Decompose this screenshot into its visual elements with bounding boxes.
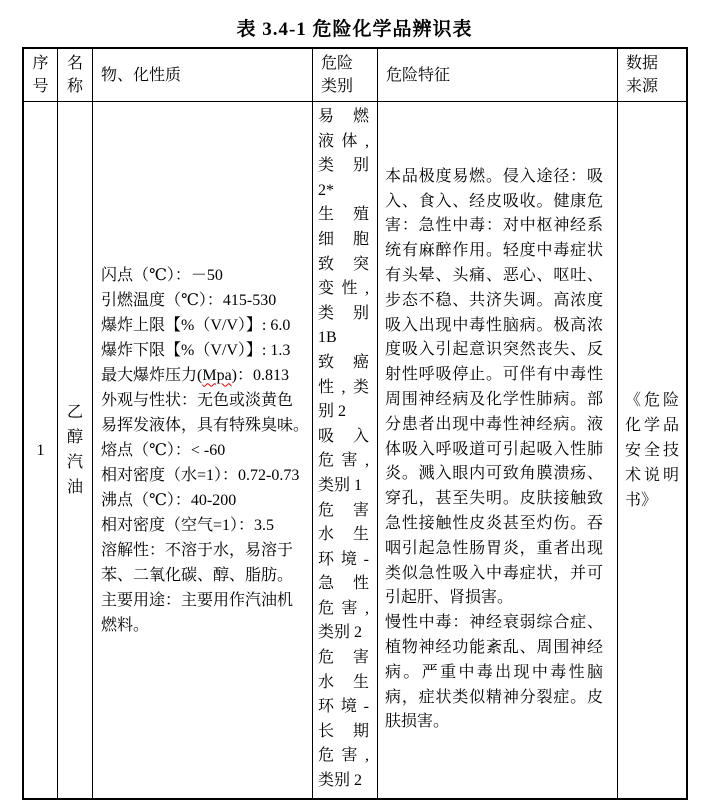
category-entry xyxy=(318,351,369,425)
category-line: 危害, xyxy=(318,452,369,470)
header-source xyxy=(618,49,686,102)
category-line: 环境- xyxy=(318,550,369,568)
category-text xyxy=(318,105,369,794)
category-entry xyxy=(318,425,369,499)
row-serial-cell xyxy=(24,102,58,798)
hazard-identification-table xyxy=(22,47,688,800)
category-line: 危害, xyxy=(318,747,369,765)
row-characteristics-cell xyxy=(378,102,618,798)
header-name xyxy=(58,49,93,102)
category-line: 易燃 xyxy=(318,108,369,125)
category-line: 类别 1 xyxy=(318,476,363,494)
category-line: 类别 2 xyxy=(318,772,363,790)
header-properties-label: 物、化性质 xyxy=(101,66,182,84)
property-line: 主要用途：主要用作汽油机 xyxy=(101,591,294,609)
header-name-label: 名称 xyxy=(66,55,83,95)
property-line: 爆炸下限【%（V/V）】: 1.3 xyxy=(101,341,291,359)
header-source-label: 数据来源 xyxy=(626,55,659,95)
row-properties-cell xyxy=(93,102,313,798)
category-line: 急性 xyxy=(318,575,369,593)
category-line: 致癌 xyxy=(318,353,369,371)
category-entry xyxy=(318,646,369,794)
category-entry xyxy=(318,203,369,351)
category-line: 别 2 xyxy=(318,403,347,421)
header-serial xyxy=(24,49,58,102)
chemical-name: 乙醇汽油 xyxy=(66,404,83,496)
category-line: 危害, xyxy=(318,599,369,617)
header-properties xyxy=(93,49,313,102)
category-entry xyxy=(318,105,369,203)
property-line: 闪点（℃）：－50 xyxy=(101,266,223,284)
category-line: 危害 xyxy=(318,649,369,667)
category-line: 细胞 xyxy=(318,230,369,248)
header-serial-label: 序号 xyxy=(32,55,49,95)
property-line: 相对密度（水=1）：0.72-0.73 xyxy=(101,466,300,484)
property-line: 外观与性状：无色或淡黄色 xyxy=(101,391,294,409)
category-line: 2* xyxy=(318,181,334,199)
category-line: 性,类 xyxy=(318,378,369,396)
category-line: 变性, xyxy=(318,280,369,298)
property-line: 苯、二氧化碳、醇、脂肪。 xyxy=(101,566,294,584)
property-line: 引燃温度（℃）：415-530 xyxy=(101,291,277,309)
property-line: 相对密度（空气=1）：3.5 xyxy=(101,516,275,534)
category-line: 液体, xyxy=(318,132,369,150)
property-line: 易挥发液体，具有特殊臭味。 xyxy=(101,416,310,434)
characteristics-text xyxy=(385,165,603,735)
property-line: 熔点（℃）：< -60 xyxy=(101,441,226,459)
property-line: 溶解性：不溶于水，易溶于 xyxy=(101,541,294,559)
category-entry xyxy=(318,499,369,647)
property-line: 最大爆炸压力(Mpa)：0.813 xyxy=(101,366,290,384)
characteristics-paragraph: 本品极度易燃。侵入途径：吸入、食入、经皮吸收。健康危害：急性中毒：对中枢神经系统有麻醉作用。轻度中毒症状有头晕、头痛、恶心、呕吐、步态不稳、共济失调。高浓度吸入出现中毒性脑病。极高浓度吸入引起意识突然丧失、反射性呼吸停止。可伴有中毒性周围神经病及化学性肺病。部分患者出现中毒性神经病。液体吸入呼吸道可引起吸入性肺炎。溅入眼内可致角膜溃疡、穿孔，甚至失明。皮肤接触致急性接触性皮炎甚至灼伤。吞咽引起急性肠胃炎，重者出现类似急性吸入中毒症状，并可引起肝、肾损害。 xyxy=(385,167,603,607)
characteristics-paragraph: 慢性中毒：神经衰弱综合症、植物神经功能紊乱、周围神经病。严重中毒出现中毒性脑病，症状类似精神分裂症。皮肤损害。 xyxy=(385,614,603,731)
category-line: 长期 xyxy=(318,722,369,740)
category-line: 水生 xyxy=(318,673,369,691)
properties-text xyxy=(101,263,312,638)
property-line: 燃料。 xyxy=(101,616,150,634)
category-line: 类别 2 xyxy=(318,624,363,642)
spellcheck-word: Mpa xyxy=(202,366,232,384)
category-line: 类别 xyxy=(318,157,369,175)
property-line: 爆炸上限【%（V/V）】: 6.0 xyxy=(101,316,291,334)
row-name-cell xyxy=(58,102,93,798)
row-source-cell xyxy=(618,102,686,798)
category-line: 1B xyxy=(318,329,337,347)
header-category-label: 危险类别 xyxy=(321,55,354,95)
category-line: 生殖 xyxy=(318,206,369,224)
row-category-cell xyxy=(313,102,378,798)
header-characteristics-label: 危险特征 xyxy=(386,66,451,84)
category-line: 致突 xyxy=(318,255,369,273)
header-characteristics xyxy=(378,49,618,102)
category-line: 危害 xyxy=(318,501,369,519)
page-title: 表 3.4-1 危险化学品辨识表 xyxy=(236,19,473,40)
data-source: 《危险化学品安全技术说明书》 xyxy=(625,391,679,509)
category-line: 水生 xyxy=(318,526,369,544)
property-line: 沸点（℃）：40-200 xyxy=(101,491,237,509)
category-line: 吸入 xyxy=(318,427,369,445)
category-line: 类别 xyxy=(318,304,369,322)
category-line: 环境- xyxy=(318,698,369,716)
serial-number: 1 xyxy=(36,441,45,459)
header-category xyxy=(313,49,378,102)
